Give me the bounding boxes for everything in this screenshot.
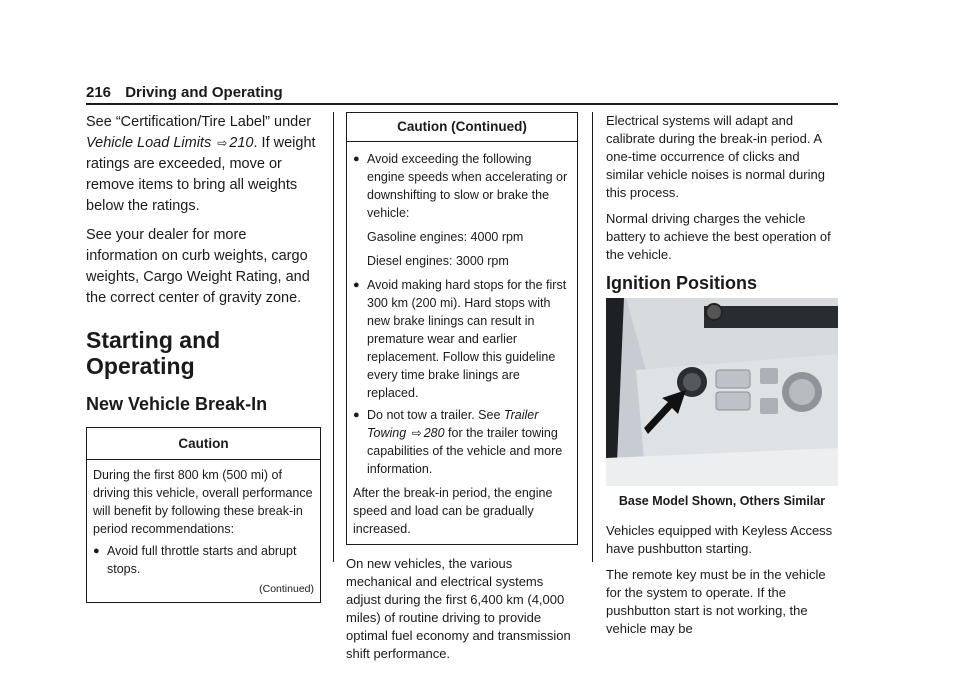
dashboard-illustration xyxy=(606,298,838,486)
photo-caption: Base Model Shown, Others Similar xyxy=(618,494,826,508)
caution-box-continued xyxy=(346,112,578,545)
bullet-icon: ● xyxy=(353,279,360,291)
caution-bullet: ● Avoid making hard stops for the first 300 km (200 mi). Hard stops with new brake linings can result in premature wear and earlier replacement. Follow this guideline every time brake linings are replaced. xyxy=(353,278,567,400)
bullet-icon: ● xyxy=(353,153,360,165)
caution-bullet: ● Avoid exceeding the following engine speeds when accelerating or downshifting to slow or brake the vehicle: xyxy=(353,152,568,220)
section-title: Driving and Operating xyxy=(125,84,283,101)
page-header xyxy=(86,84,838,104)
heading-ignition-positions: Ignition Positions xyxy=(606,273,757,293)
caution-text: During the first 800 km (500 mi) of driving this vehicle, overall performance will benefit by following these break-in period recommendations: xyxy=(93,468,313,536)
page-ref-280[interactable]: 280 xyxy=(423,426,445,440)
caution-title: Caution xyxy=(87,428,320,460)
bullet-icon: ● xyxy=(353,409,360,421)
link-trailer-towing[interactable]: Trailer Towing xyxy=(367,408,539,440)
paragraph-new-vehicles: On new vehicles, the various mechanical and electrical systems adjust during the first 6,400 km (4,000 miles) of routine driving to provide optimal fuel economy and transmission shift performance. xyxy=(346,556,571,661)
page-number: 216 xyxy=(86,84,112,101)
column-1 xyxy=(86,112,321,603)
heading-new-vehicle-break-in: New Vehicle Break-In xyxy=(86,394,268,414)
paragraph-dealer-info: See your dealer for more information on curb weights, cargo weights, Cargo Weight Rating, and the correct center of gravity zone. xyxy=(86,227,310,306)
header-rule xyxy=(86,103,838,105)
column-2 xyxy=(346,112,578,671)
ignition-photo xyxy=(606,298,838,486)
column-3 xyxy=(606,112,838,646)
caution-bullet: ● Avoid full throttle starts and abrupt stops. xyxy=(93,544,297,576)
paragraph-remote-key: The remote key must be in the vehicle for the system to operate. If the pushbutton start is not working, the vehicle may be xyxy=(606,567,826,636)
caution-box xyxy=(86,427,321,603)
column-divider-1 xyxy=(333,112,334,562)
page-ref-arrow-icon: ⇨ xyxy=(217,136,228,150)
caution-bullet: ● Do not tow a trailer. See Trailer Towing ⇨ 280 for the trailer towing capabilities of the vehicle and more information. xyxy=(353,408,563,476)
paragraph-load-limits: See “Certification/Tire Label” under Vehicle Load Limits ⇨ 210. If weight ratings are exceeded, move or remove items to bring all weights below the ratings. xyxy=(86,114,316,214)
paragraph-electrical: Electrical systems will adapt and calibrate during the break-in period. A one-time occurrence of clicks and similar vehicle noises is normal during this process. xyxy=(606,113,825,200)
column-divider-2 xyxy=(592,112,593,562)
heading-starting-operating: Starting and Operating xyxy=(86,327,221,379)
continued-label: (Continued) xyxy=(259,583,314,595)
caution-title-continued: Caution (Continued) xyxy=(347,113,577,142)
page-ref-210[interactable]: 210 xyxy=(229,135,254,151)
page-ref-arrow-icon: ⇨ xyxy=(411,426,422,440)
paragraph-battery: Normal driving charges the vehicle battery to achieve the best operation of the vehicle. xyxy=(606,211,831,262)
paragraph-keyless: Vehicles equipped with Keyless Access have pushbutton starting. xyxy=(606,523,833,556)
gasoline-rpm: Gasoline engines: 4000 rpm xyxy=(367,230,524,244)
after-break-in-text: After the break-in period, the engine speed and load can be gradually increased. xyxy=(353,486,553,536)
bullet-icon: ● xyxy=(93,545,100,557)
diesel-rpm: Diesel engines: 3000 rpm xyxy=(367,254,509,268)
link-vehicle-load-limits[interactable]: Vehicle Load Limits xyxy=(86,135,212,151)
